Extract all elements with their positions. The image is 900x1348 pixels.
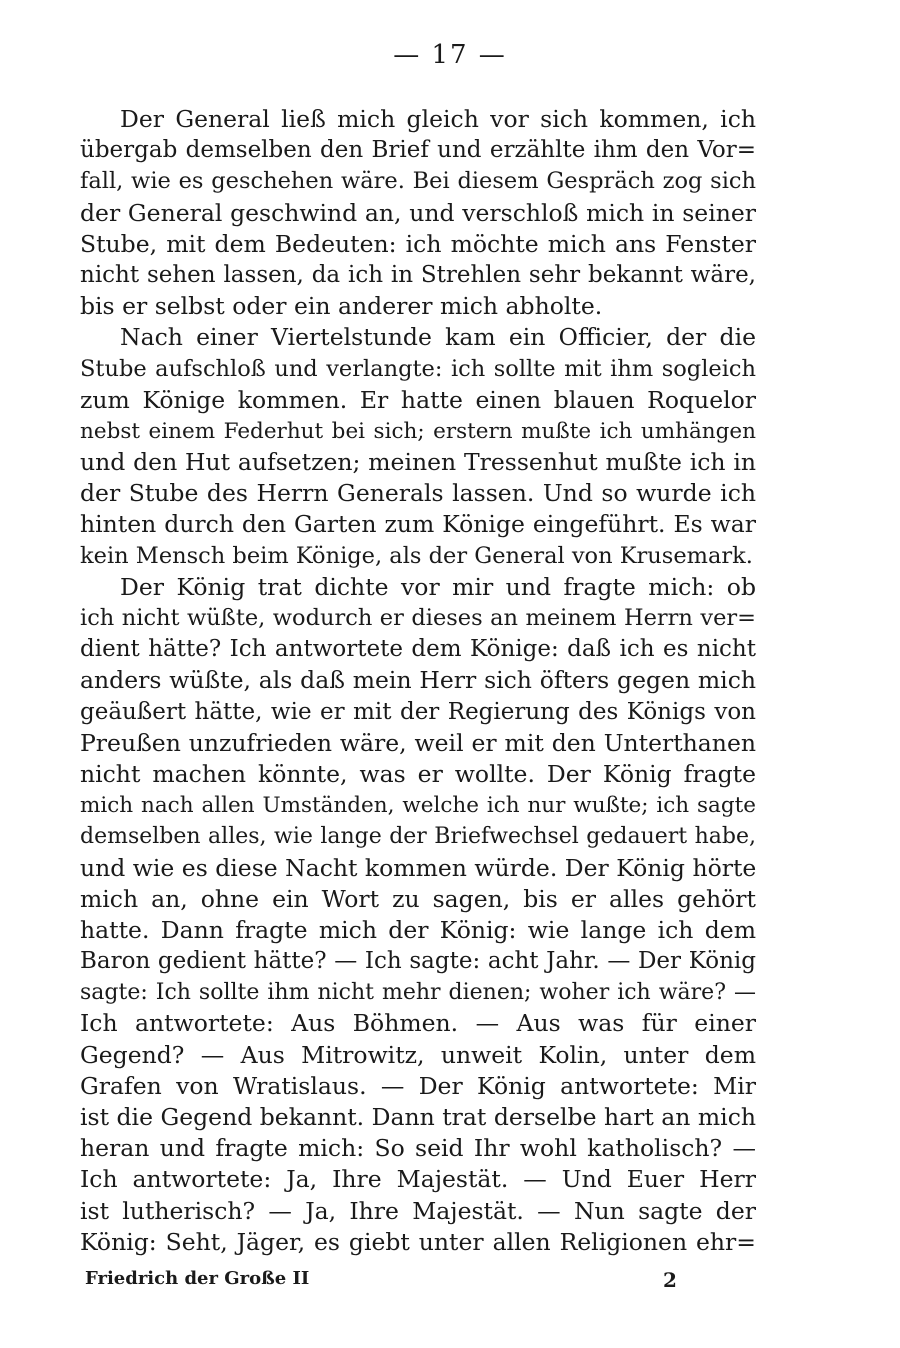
text-line: Grafen von Wratislaus. — Der König antwortete: Mir: [80, 1071, 756, 1100]
text-line: der General geschwind an, und verschloß mich in seiner: [80, 198, 756, 227]
text-line: Ich antwortete: Aus Böhmen. — Aus was für einer: [80, 1009, 756, 1038]
text-line: Preußen unzufrieden wäre, weil er mit den Unterthanen: [80, 728, 756, 757]
text-line: anders wüßte, als daß mein Herr sich öfters gegen mich: [80, 666, 756, 695]
signature-mark: Friedrich der Große II: [85, 1268, 310, 1289]
page-number-header: — 17 —: [393, 40, 507, 70]
text-line: dient hätte? Ich antwortete dem Könige: daß ich es nicht: [80, 636, 756, 663]
text-line: bis er selbst oder ein anderer mich abholte.: [80, 292, 603, 321]
text-line: demselben alles, wie lange der Briefwechsel gedauert habe,: [80, 824, 756, 850]
text-line: und wie es diese Nacht kommen würde. Der König hörte: [80, 853, 756, 882]
text-line: und den Hut aufsetzen; meinen Tressenhut mußte ich in: [80, 448, 756, 477]
paragraph: [80, 104, 756, 322]
signature-number: 2: [663, 1268, 677, 1292]
text-line: mich an, ohne ein Wort zu sagen, bis er alles gehört: [80, 884, 756, 913]
text-line: König: Seht, Jäger, es giebt unter allen Religionen ehr=: [80, 1227, 756, 1256]
text-line: Baron gedient hätte? — Ich sagte: acht Jahr. — Der König: [80, 948, 756, 975]
text-line: sagte: Ich sollte ihm nicht mehr dienen; woher ich wäre? —: [80, 980, 756, 1006]
text-line: kein Mensch beim Könige, als der General von Krusemark.: [80, 542, 753, 569]
text-line: ist die Gegend bekannt. Dann trat derselbe hart an mich: [80, 1103, 756, 1131]
text-line: hinten durch den Garten zum Könige eingeführt. Es war: [80, 510, 756, 539]
text-line: fall, wie es geschehen wäre. Bei diesem Gespräch zog sich: [80, 168, 756, 195]
text-line: Der König trat dichte vor mir und fragte mich: ob: [120, 572, 756, 601]
text-line: mich nach allen Umständen, welche ich nur wußte; ich sagte: [80, 793, 756, 819]
text-line: heran und fragte mich: So seid Ihr wohl katholisch? —: [80, 1134, 756, 1163]
text-line: Gegend? — Aus Mitrowitz, unweit Kolin, unter dem: [80, 1040, 756, 1069]
text-line: Stube aufschloß und verlangte: ich sollte mit ihm sogleich: [80, 355, 756, 382]
text-line: ist lutherisch? — Ja, Ihre Majestät. — Nun sagte der: [80, 1196, 756, 1225]
paragraph: [80, 572, 756, 1258]
text-line: Stube, mit dem Bedeuten: ich möchte mich ans Fenster: [80, 229, 756, 258]
body-text: [80, 104, 756, 1258]
text-line: übergab demselben den Brief und erzählte ihm den Vor=: [80, 137, 756, 164]
paragraph: [80, 322, 756, 572]
text-line: zum Könige kommen. Er hatte einen blauen Roquelor: [80, 385, 756, 414]
text-line: Nach einer Viertelstunde kam ein Officier, der die: [120, 323, 756, 352]
text-line: nebst einem Federhut bei sich; erstern mußte ich umhängen: [80, 418, 756, 444]
text-line: nicht sehen lassen, da ich in Strehlen sehr bekannt wäre,: [80, 261, 756, 288]
text-line: nicht machen könnte, was er wollte. Der König fragte: [80, 759, 756, 788]
text-line: Der General ließ mich gleich vor sich kommen, ich: [120, 105, 756, 133]
text-line: hatte. Dann fragte mich der König: wie lange ich dem: [80, 915, 756, 944]
page-footer: [85, 1268, 685, 1298]
text-line: der Stube des Herrn Generals lassen. Und so wurde ich: [80, 479, 756, 508]
text-line: Ich antwortete: Ja, Ihre Majestät. — Und Euer Herr: [80, 1165, 756, 1194]
text-line: ich nicht wüßte, wodurch er dieses an meinem Herrn ver=: [80, 605, 756, 631]
text-line: geäußert hätte, wie er mit der Regierung des Königs von: [80, 698, 756, 725]
